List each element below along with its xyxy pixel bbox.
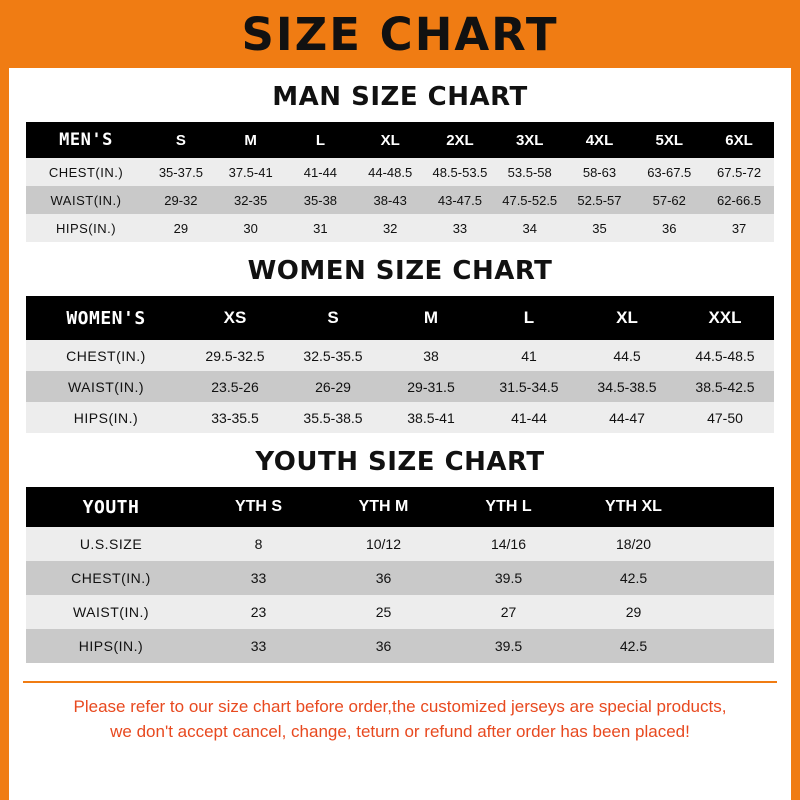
cell: 31 [313,220,328,236]
cell: 58-63 [582,164,617,180]
column-header: 3XL [515,131,544,149]
table-header-row [26,487,774,527]
table-header-row [26,122,774,158]
cell: 44-48.5 [368,164,413,180]
cell: 38.5-42.5 [695,378,755,395]
cell: 52.5-57 [577,192,622,208]
cell-spacer [696,527,774,561]
row-label: WAIST(IN.) [72,604,150,620]
cell: 41-44 [511,409,547,426]
cell: 67.5-72 [717,164,762,180]
cell: 63-67.5 [647,164,692,180]
cell: 57-62 [652,192,686,208]
cell: 41 [521,347,537,364]
cell: 39.5 [494,570,523,586]
cell: 47.5-52.5 [502,192,558,208]
page-title: SIZE CHART [241,7,559,61]
cell: 29.5-32.5 [205,347,265,364]
cell: 42.5 [619,638,648,654]
column-header: L [315,131,325,149]
cell: 35.5-38.5 [303,409,363,426]
cell: 29-32 [164,192,198,208]
cell: 34.5-38.5 [597,378,657,395]
page-banner [0,0,800,68]
table-women-size-chart [26,296,774,433]
cell: 34 [522,220,537,236]
cell: 29 [625,604,642,620]
row-label: CHEST(IN.) [66,347,146,364]
cell: 37.5-41 [228,164,273,180]
cell: 35-37.5 [158,164,203,180]
row-label: U.S.SIZE [79,536,143,552]
table-header-label: YOUTH [82,496,140,518]
cell: 10/12 [365,536,402,552]
table-row [26,214,774,242]
cell: 38-43 [373,192,407,208]
section-title-women: WOMEN SIZE CHART [247,256,553,286]
table-row [26,629,774,663]
cell: 43-47.5 [437,192,482,208]
table-header-row [26,296,774,340]
column-header: XL [380,131,400,149]
section-title-man: MAN SIZE CHART [272,82,528,112]
table-row [26,561,774,595]
column-header: XL [616,308,638,327]
section-man-size-chart [9,82,791,242]
cell: 31.5-34.5 [499,378,559,395]
column-header: 4XL [585,131,614,149]
cell: 33 [250,570,267,586]
cell: 38.5-41 [407,409,455,426]
table-header-label: WOMEN'S [66,307,146,329]
cell: 47-50 [707,409,743,426]
cell: 23.5-26 [211,378,259,395]
table-header-label: MEN'S [59,130,113,150]
cell: 36 [662,220,677,236]
cell: 8 [254,536,263,552]
cell: 18/20 [615,536,652,552]
section-title-youth: YOUTH SIZE CHART [255,447,545,477]
cell: 32 [382,220,398,236]
cell: 35 [592,220,607,236]
cell: 53.5-58 [507,164,552,180]
cell: 29-31.5 [407,378,455,395]
footer-line-1: Please refer to our size chart before order,the customized jerseys are special products, [73,697,727,716]
cell: 44.5 [613,347,641,364]
cell: 25 [375,604,392,620]
table-row [26,595,774,629]
row-label: HIPS(IN.) [55,220,117,236]
cell: 39.5 [494,638,523,654]
column-header: L [523,308,535,327]
cell: 33-35.5 [211,409,259,426]
cell: 62-66.5 [717,192,762,208]
footer-line-2: we don't accept cancel, change, teturn or refund after order has been placed! [110,721,690,741]
column-header: YTH L [485,498,532,515]
cell: 33 [250,638,267,654]
cell: 42.5 [619,570,648,586]
table-row [26,158,774,186]
row-label: CHEST(IN.) [48,164,124,180]
column-header: S [175,131,186,149]
cell: 48.5-53.5 [432,164,488,180]
section-youth-size-chart [9,447,791,663]
cell: 36 [375,638,392,654]
cell: 32.5-35.5 [303,347,363,364]
cell: 33 [452,220,468,236]
cell: 35-38 [303,192,338,208]
row-label: WAIST(IN.) [67,378,145,395]
cell: 30 [243,220,258,236]
table-row [26,340,774,371]
section-women-size-chart [9,256,791,433]
column-header: S [327,308,339,327]
table-row [26,371,774,402]
cell: 14/16 [490,536,527,552]
cell: 26-29 [315,378,351,395]
table-row [26,186,774,214]
cell-spacer [696,561,774,595]
cell: 36 [375,570,392,586]
column-header: XXL [708,308,742,327]
column-header-spacer [696,487,774,527]
cell: 38 [423,347,439,364]
cell: 32-35 [234,192,268,208]
table-youth-size-chart [26,487,774,663]
column-header: YTH M [358,498,409,515]
cell: 44-47 [609,409,645,426]
column-header: M [244,131,257,149]
column-header: YTH XL [605,498,662,515]
cell: 37 [731,220,747,236]
cell-spacer [696,629,774,663]
footer-disclaimer [23,681,777,744]
row-label: HIPS(IN.) [78,638,144,654]
row-label: CHEST(IN.) [71,570,151,586]
cell: 29 [173,220,189,236]
table-row [26,527,774,561]
cell-spacer [696,595,774,629]
row-label: HIPS(IN.) [73,409,139,426]
column-header: M [423,308,439,327]
cell: 27 [500,604,517,620]
column-header: XS [223,308,247,327]
table-row [26,402,774,433]
column-header: 6XL [725,131,753,149]
column-header: 2XL [446,131,474,149]
cell: 23 [250,604,267,620]
table-man-size-chart [26,122,774,242]
row-label: WAIST(IN.) [50,192,122,208]
cell: 44.5-48.5 [695,347,755,364]
column-header: YTH S [234,498,283,515]
cell: 41-44 [303,164,338,180]
column-header: 5XL [655,131,683,149]
